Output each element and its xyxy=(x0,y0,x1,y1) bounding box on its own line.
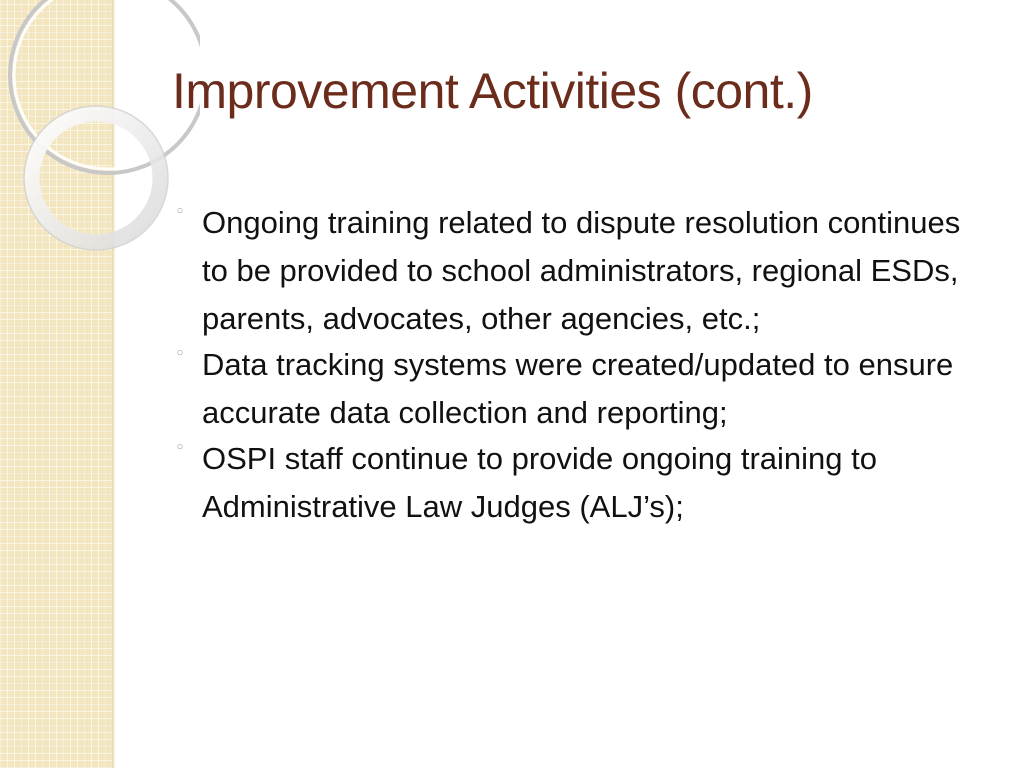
bullet-item xyxy=(172,199,992,343)
bullet-list xyxy=(172,202,992,538)
bullet-circle-icon: ◦ xyxy=(175,344,186,364)
bullet-text: Ongoing training related to dispute resolution continues to be provided to school administrators, regional ESDs, parents, advocates, other agencies, etc.; xyxy=(202,205,961,336)
bullet-text: Data tracking systems were created/updated to ensure accurate data collection and reporting; xyxy=(202,347,954,430)
slide-title: Improvement Activities (cont.) xyxy=(172,63,813,119)
bullet-item xyxy=(172,341,992,437)
decorative-rings xyxy=(0,0,200,300)
decorative-ring-small xyxy=(32,114,160,242)
bullet-circle-icon: ◦ xyxy=(175,438,186,458)
decorative-ring-small-shadow xyxy=(24,106,168,250)
bullet-text: OSPI staff continue to provide ongoing training to Administrative Law Judges (ALJ’s); xyxy=(202,441,877,524)
bullet-circle-icon: ◦ xyxy=(175,202,186,222)
bullet-item xyxy=(172,435,992,531)
